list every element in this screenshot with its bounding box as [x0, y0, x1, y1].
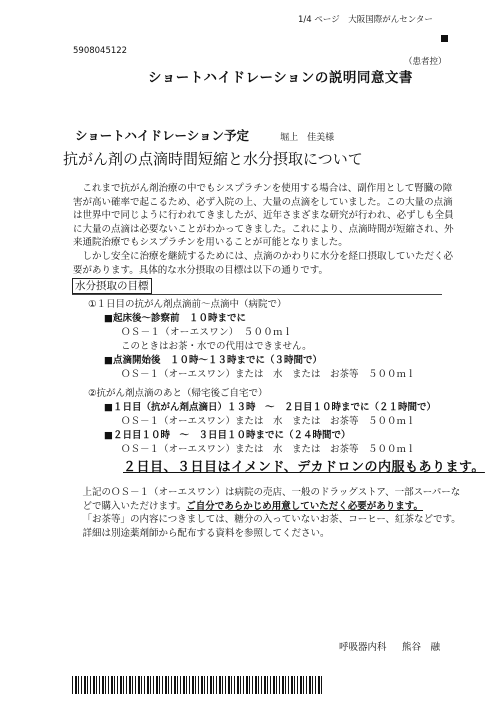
intro-paragraph-2: [73, 250, 455, 277]
section2-item2-title: ■２日目１０時 ～ ３日目１０時までに（２４時間で）: [104, 430, 351, 441]
document-title: ショートハイドレーションの説明同意文書: [148, 70, 413, 86]
notes-underlined: ご自分であらかじめ用意していただく必要があります。: [186, 500, 423, 512]
section2-item2-drink: ＯＳ－１（オーエスワン）または 水 または お茶等 ５００ｍｌ: [121, 444, 416, 455]
intro-paragraph-1: [73, 182, 455, 250]
intro-line: 害が高い確率で起こるため、必ず入院の上、大量の点滴をしていました。この大量の点滴: [73, 196, 453, 208]
section2-item1-title: ■１日目（抗がん剤点滴日）１３時 ～ ２日目１０時までに（２１時間で）: [104, 402, 436, 413]
department: 呼吸器内科: [339, 642, 387, 653]
section1-item1-title: ■起床後～診察前 １０時までに: [104, 313, 246, 324]
intro-line: に大量の点滴は必要ないことがわかってきました。これにより、点滴時間が短縮され、外: [73, 223, 454, 235]
barcode: [72, 676, 324, 694]
schedule-row: [75, 125, 334, 144]
intro-line: 要があります。具体的な水分摂取の目標は以下の通りです。: [73, 264, 328, 276]
section1-item1-note: このときはお茶・水での代用はできません。: [121, 341, 312, 352]
section-heading: 抗がん剤の点滴時間短縮と水分摂取について: [63, 150, 363, 168]
section2-item1-drink: ＯＳ－１（オーエスワン）または 水 または お茶等 ５００ｍｌ: [121, 416, 416, 427]
section1-title: ①１日目の抗がん剤点滴前～点滴中（病院で）: [88, 299, 287, 310]
notes-text: どで購入いただけます。: [82, 500, 187, 512]
purchase-notes: [73, 486, 463, 540]
section1-item1-drink: ＯＳ－１（オーエスワン） ５００ｍｌ: [121, 327, 293, 338]
schedule-label: ショートハイドレーション予定: [75, 128, 250, 143]
intro-line: 来通院治療でもシスプラチンを用いることが可能となりました。: [73, 237, 348, 248]
notes-line: 「お茶等」の内容につきましては、糖分の入っていないお茶、コーヒー、紅茶などです。: [82, 514, 461, 525]
intro-line: これまで抗がん剤治療の中でもシスプラチンを使用する場合は、副作用として腎臓の障: [82, 183, 453, 194]
copy-label: （患者控）: [404, 57, 447, 67]
goals-heading: 水分摂取の目標: [72, 278, 152, 294]
section1-item2-drink: ＯＳ－１（オーエスワン）または 水 または お茶等 ５００ｍｌ: [121, 369, 416, 380]
section2-title: ②抗がん剤点滴のあと（帰宅後ご自宅で）: [88, 388, 268, 399]
intro-line: しかし安全に治療を継続するためには、点滴のかわりに水分を経口摂取していただく必: [82, 251, 454, 262]
goals-divider: [72, 294, 442, 295]
notes-line: 上記のＯＳ－１（オーエスワン）は病院の売店、一般のドラッグストア、一部スーパーな: [82, 487, 461, 498]
intro-line: は世界中で同じように行われてきましたが、近年さまざまな研究が行われ、必ずしも全員: [73, 210, 454, 221]
notes-line: [73, 500, 463, 514]
section1-item2-title: ■点滴開始後 １０時～１３時までに（３時間で）: [104, 355, 322, 366]
corner-mark: [441, 35, 448, 42]
medication-note: ２日目、３日目はイメンド、デカドロンの内服もあります。: [123, 460, 485, 475]
page-info: 1/4 ページ 大阪国際がんセンター: [298, 15, 433, 25]
document-id: 5908045122: [73, 46, 128, 56]
doctor-name: 熊谷 融: [402, 642, 441, 653]
patient-name: 堀上 佳美様: [280, 133, 335, 143]
notes-line: 詳細は別途薬剤師から配布する資料を参照してください。: [82, 527, 330, 539]
